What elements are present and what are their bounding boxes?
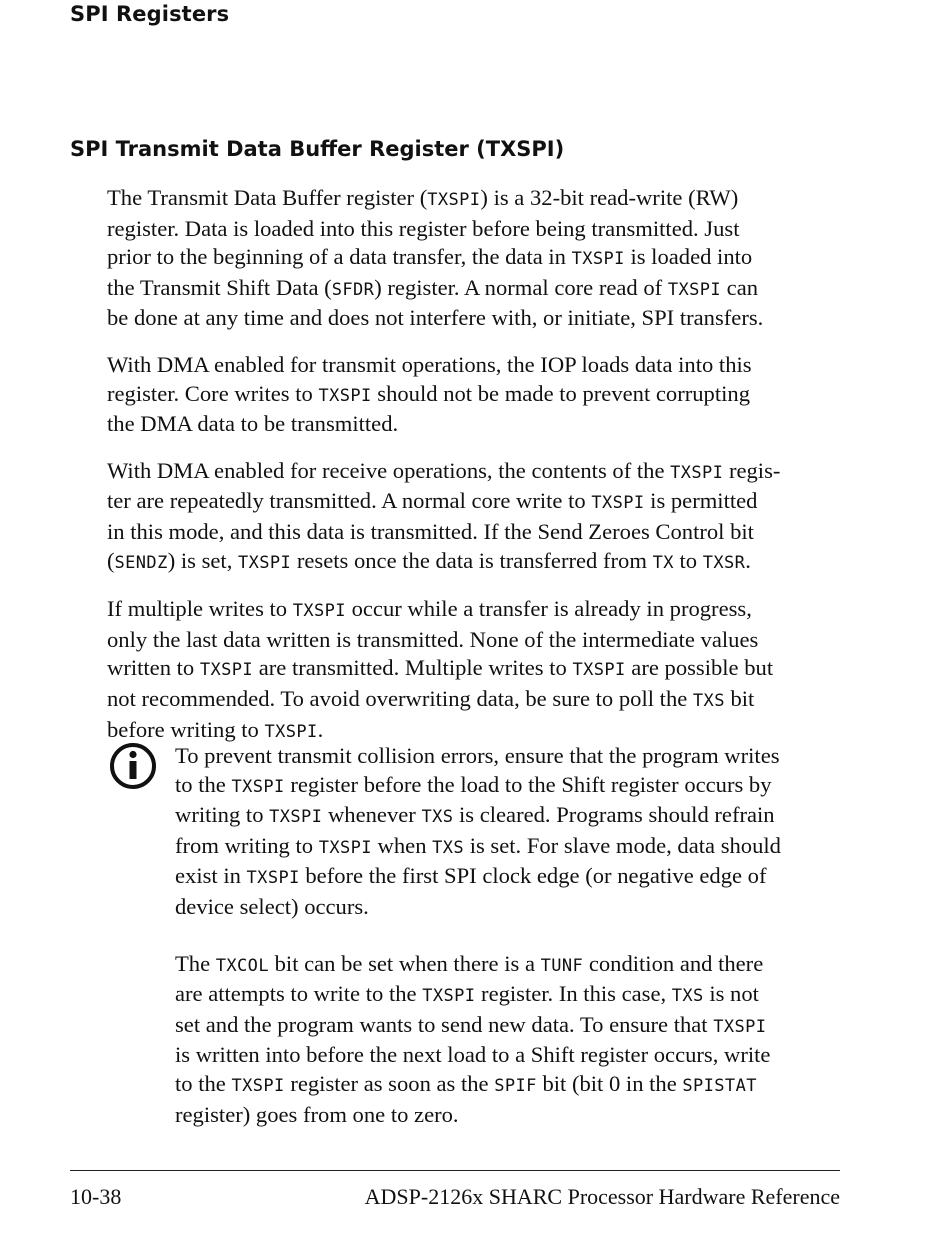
register-name: TXS — [432, 837, 465, 858]
text-run: the Transmit Shift Data ( — [107, 274, 332, 300]
text-line — [175, 771, 845, 802]
text-run: be done at any time and does not interfere with, or initiate, SPI transfers. — [107, 305, 764, 331]
text-run: register. Core writes to — [107, 380, 319, 406]
register-name: TXSPI — [292, 601, 346, 622]
register-name: TXSPI — [713, 1016, 767, 1037]
text-run: from writing to — [175, 832, 319, 858]
register-name: TXSPI — [264, 721, 318, 742]
text-run: ) is set, — [167, 547, 239, 573]
register-name: TXSPI — [670, 462, 724, 483]
register-name: TXS — [671, 986, 704, 1007]
text-run: ) is a 32-bit read-write (RW) — [480, 185, 739, 210]
text-run: is loaded into — [624, 244, 753, 270]
text-line — [107, 304, 842, 333]
text-line — [107, 626, 842, 655]
register-name: SENDZ — [114, 552, 168, 573]
text-line — [107, 654, 842, 685]
text-line — [107, 380, 842, 411]
text-run: to — [673, 547, 703, 573]
text-run: are possible but — [625, 655, 774, 681]
text-line — [107, 243, 842, 274]
register-name: TXSPI — [246, 868, 300, 889]
text-line — [175, 742, 845, 771]
text-line — [107, 184, 842, 215]
text-run: . — [317, 716, 324, 742]
register-name: TXSPI — [231, 776, 285, 797]
register-name: TXSPI — [571, 249, 625, 270]
text-line — [107, 457, 842, 488]
text-run: can — [721, 274, 759, 300]
text-run: is permitted — [644, 488, 758, 514]
text-line — [175, 801, 845, 832]
register-name: TXSPI — [422, 986, 476, 1007]
body-text — [107, 184, 842, 764]
text-line — [175, 1011, 845, 1042]
text-run: in this mode, and this data is transmitted. If the Send Zeroes Control bit — [107, 518, 754, 544]
register-name: TXSR — [702, 552, 746, 573]
text-run: . — [745, 547, 751, 573]
text-run: before the first SPI clock edge (or negative edge of — [299, 863, 767, 889]
text-run: prior to the beginning of a data transfer, the data in — [107, 244, 572, 270]
text-run: written to — [107, 655, 200, 681]
text-run: when — [371, 832, 433, 858]
text-run: ter are repeatedly transmitted. A normal core write to — [107, 488, 592, 514]
text-run: bit (bit 0 in the — [536, 1070, 683, 1096]
register-name: TXSPI — [199, 660, 254, 681]
register-name: TXSPI — [269, 807, 323, 828]
text-line — [107, 685, 842, 716]
page-number: 10-38 — [70, 1184, 122, 1209]
info-icon — [109, 742, 157, 790]
register-name: TXSPI — [591, 493, 645, 514]
body-paragraph — [107, 351, 842, 439]
text-line — [175, 1070, 845, 1101]
text-run: regis- — [723, 457, 781, 483]
text-run: If multiple writes to — [107, 596, 293, 622]
text-run: device select) occurs. — [175, 893, 369, 919]
text-line — [107, 274, 842, 305]
note-text — [175, 742, 845, 1157]
text-line — [107, 215, 842, 244]
section-title: SPI Transmit Data Buffer Register (TXSPI) — [70, 137, 565, 161]
text-line — [175, 1041, 845, 1070]
register-name: TXSPI — [667, 279, 722, 300]
text-line — [107, 547, 842, 578]
footer-rule — [70, 1170, 840, 1171]
text-run: before writing to — [107, 716, 265, 742]
register-name: TXSPI — [427, 190, 481, 210]
register-name: TXSPI — [238, 552, 292, 573]
text-line — [175, 1101, 845, 1130]
text-run: condition and there — [583, 950, 764, 976]
register-name: TXSPI — [318, 837, 372, 858]
text-run: is cleared. Programs should refrain — [453, 802, 775, 828]
text-line — [175, 950, 845, 981]
text-run: bit can be set when there is a — [268, 950, 541, 976]
register-name: TUNF — [540, 955, 584, 976]
book-title: ADSP-2126x SHARC Processor Hardware Reference — [364, 1184, 840, 1209]
text-run: With DMA enabled for transmit operations, the IOP loads data into this — [107, 351, 752, 377]
text-run: whenever — [322, 802, 422, 828]
register-name: SPIF — [494, 1075, 537, 1096]
text-run: is set. For slave mode, data should — [464, 832, 781, 858]
text-run: register. In this case, — [475, 981, 672, 1007]
register-name: TXSPI — [572, 660, 626, 681]
register-name: SPISTAT — [682, 1075, 757, 1096]
text-line — [175, 980, 845, 1011]
body-paragraph — [107, 184, 842, 333]
text-run: set and the program wants to send new data. To ensure that — [175, 1011, 714, 1037]
text-run: exist in — [175, 863, 247, 889]
text-run: register. Data is loaded into this register before being transmitted. Just — [107, 215, 740, 241]
text-run: writing to — [175, 802, 270, 828]
text-run: The Transmit Data Buffer register ( — [107, 185, 428, 210]
register-name: TX — [652, 552, 674, 573]
text-run: occur while a transfer is already in progress, — [345, 596, 752, 622]
text-run: With DMA enabled for receive operations, the contents of the — [107, 457, 671, 483]
text-run: not recommended. To avoid overwriting data, be sure to poll the — [107, 685, 693, 711]
text-run: to the — [175, 771, 232, 797]
text-run: are transmitted. Multiple writes to — [253, 655, 573, 681]
text-run: ( — [107, 547, 115, 573]
text-run: To prevent transmit collision errors, ensure that the program writes — [175, 743, 780, 768]
text-line — [175, 832, 845, 863]
text-run: register) goes from one to zero. — [175, 1101, 459, 1127]
register-name: TXSPI — [318, 385, 372, 406]
text-run: register as soon as the — [284, 1070, 495, 1096]
text-run: is not — [703, 981, 759, 1007]
text-run: ) register. A normal core read of — [374, 274, 668, 300]
text-line — [175, 893, 845, 922]
text-run: should not be made to prevent corrupting — [371, 380, 750, 406]
text-run: the DMA data to be transmitted. — [107, 411, 399, 437]
register-name: TXS — [421, 807, 454, 828]
text-run: resets once the data is transferred from — [291, 547, 653, 573]
text-line — [107, 487, 842, 518]
text-run: to the — [175, 1070, 232, 1096]
text-line — [107, 351, 842, 380]
text-line — [175, 862, 845, 893]
register-name: TXS — [692, 690, 725, 711]
note-paragraph — [175, 742, 845, 922]
text-run: bit — [724, 685, 755, 711]
text-line — [107, 410, 842, 439]
text-run: only the last data written is transmitted. None of the intermediate values — [107, 626, 759, 652]
register-name: SFDR — [331, 279, 375, 300]
note-paragraph — [175, 950, 845, 1130]
register-name: TXCOL — [215, 955, 269, 976]
text-run: The — [175, 950, 216, 976]
body-paragraph — [107, 595, 842, 746]
text-run: is written into before the next load to a Shift register occurs, write — [175, 1042, 771, 1068]
body-paragraph — [107, 457, 842, 577]
running-head: SPI Registers — [70, 2, 230, 26]
text-line — [107, 595, 842, 626]
text-line — [107, 518, 842, 547]
register-name: TXSPI — [231, 1075, 285, 1096]
text-run: register before the load to the Shift register occurs by — [284, 771, 772, 797]
text-run: are attempts to write to the — [175, 981, 423, 1007]
